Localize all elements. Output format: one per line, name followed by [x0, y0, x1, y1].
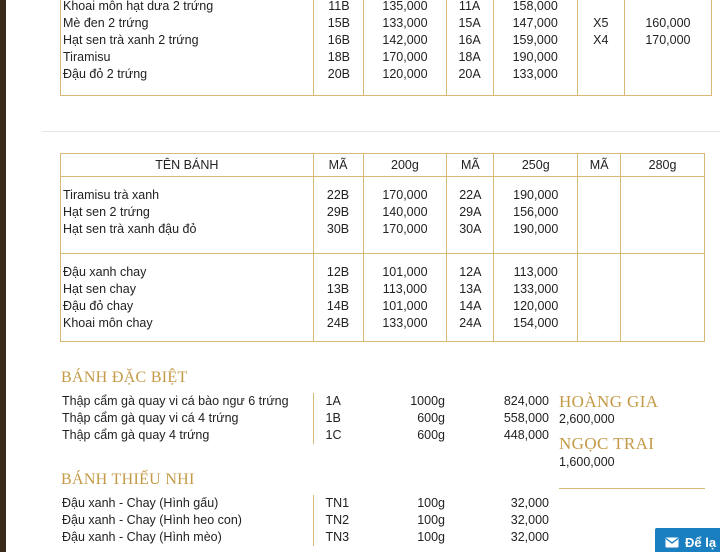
cake-code: TN2 — [313, 512, 367, 529]
special-section-title: BÁNH ĐẶC BIỆT — [61, 369, 188, 386]
code-b: 12B — [313, 264, 363, 281]
leave-message-label: Để lạ — [685, 534, 717, 550]
leave-message-button[interactable] — [655, 528, 720, 552]
cake-name: Thập cẩm gà quay vi cá bào ngư 6 trứng — [62, 394, 289, 408]
code-a: 22A — [447, 187, 494, 204]
cake-price: 824,000 — [503, 394, 549, 408]
cake-price: 32,000 — [510, 530, 549, 544]
price-table-main — [60, 153, 705, 342]
ngoc-trai-price: 1,600,000 — [559, 455, 615, 469]
side-divider — [559, 488, 705, 489]
cake-weight: 1000g — [410, 394, 445, 408]
code-280 — [578, 298, 621, 315]
price-250g: 156,000 — [494, 204, 578, 221]
cake-price: 448,000 — [503, 428, 549, 442]
table-row — [60, 529, 553, 546]
code-x — [577, 49, 624, 66]
price-200g: 113,000 — [363, 281, 447, 298]
price-x — [624, 0, 711, 15]
code-x — [577, 0, 624, 15]
section-divider — [42, 131, 720, 132]
code-a: 16A — [446, 32, 493, 49]
code-b: 24B — [313, 315, 363, 332]
table-row — [61, 315, 705, 332]
cake-name: Hạt sen trà xanh 2 trứng — [63, 33, 199, 47]
price-a: 147,000 — [493, 15, 577, 32]
table-row — [61, 264, 705, 281]
code-a: 24A — [447, 315, 494, 332]
code-a: 30A — [447, 221, 494, 238]
cake-name: Đậu xanh - Chay (Hình heo con) — [62, 513, 242, 527]
code-x: X5 — [577, 15, 624, 32]
spacer-cell — [621, 332, 705, 342]
table-row — [60, 512, 553, 529]
price-280g — [621, 315, 705, 332]
price-280g — [621, 187, 705, 204]
cake-code: 1B — [313, 410, 367, 427]
hoang-gia-title: HOÀNG GIA — [559, 392, 659, 411]
spacer-cell — [578, 177, 621, 187]
spacer-cell — [578, 254, 621, 264]
price-table-top — [60, 0, 712, 96]
price-250g: 154,000 — [494, 315, 578, 332]
price-250g: 113,000 — [494, 264, 578, 281]
spacer-cell — [578, 238, 621, 254]
code-280 — [578, 187, 621, 204]
cake-name: Khoai môn chay — [63, 315, 153, 330]
spacer-cell — [313, 238, 363, 254]
spacer-cell — [61, 254, 314, 264]
table-row — [60, 410, 553, 427]
price-table-main-body — [61, 177, 705, 342]
spacer-row — [61, 177, 705, 187]
spacer-cell — [494, 254, 578, 264]
cake-price: 32,000 — [510, 496, 549, 510]
table-row — [61, 66, 712, 96]
header-weight-250: 250g — [494, 154, 578, 177]
price-b: 133,000 — [364, 15, 446, 32]
spacer-cell — [61, 238, 314, 254]
header-weight-280: 280g — [621, 154, 705, 177]
cake-weight: 600g — [417, 428, 445, 442]
spacer-cell — [363, 177, 447, 187]
spacer-cell — [621, 238, 705, 254]
price-a: 159,000 — [493, 32, 577, 49]
cake-code: 1A — [313, 393, 367, 410]
price-a: 158,000 — [493, 0, 577, 15]
code-a: 20A — [446, 66, 493, 96]
code-a: 29A — [447, 204, 494, 221]
code-x — [577, 66, 624, 96]
table-row — [61, 298, 705, 315]
code-280 — [578, 221, 621, 238]
code-b: 16B — [314, 32, 364, 49]
cake-name: Thập cẩm gà quay 4 trứng — [62, 428, 210, 442]
price-x — [624, 49, 711, 66]
code-a: 14A — [447, 298, 494, 315]
code-b: 18B — [314, 49, 364, 66]
price-200g: 170,000 — [363, 221, 447, 238]
cake-name: Thập cẩm gà quay vi cá 4 trứng — [62, 411, 239, 425]
price-a: 133,000 — [493, 66, 577, 96]
spacer-cell — [363, 254, 447, 264]
spacer-row — [61, 332, 705, 342]
code-a: 11A — [446, 0, 493, 15]
spacer-cell — [313, 177, 363, 187]
left-edge-strip — [0, 0, 6, 552]
cake-code: TN1 — [313, 495, 367, 512]
price-250g: 120,000 — [494, 298, 578, 315]
code-b: 29B — [313, 204, 363, 221]
spacer-cell — [494, 238, 578, 254]
code-b: 11B — [314, 0, 364, 15]
header-code-200: MÃ — [313, 154, 363, 177]
cake-name: Mè đen 2 trứng — [63, 16, 149, 30]
spacer-cell — [313, 254, 363, 264]
spacer-cell — [494, 177, 578, 187]
price-x: 170,000 — [624, 32, 711, 49]
table-header-row — [61, 154, 705, 177]
code-b: 30B — [313, 221, 363, 238]
price-b: 120,000 — [364, 66, 446, 96]
cake-name: Đậu đỏ 2 trứng — [63, 67, 148, 81]
spacer-cell — [313, 332, 363, 342]
header-code-250: MÃ — [447, 154, 494, 177]
table-row — [61, 0, 712, 15]
ngoc-trai-title: NGỌC TRAI — [559, 434, 655, 453]
price-b: 170,000 — [364, 49, 446, 66]
cake-name: Đậu xanh chay — [63, 264, 147, 279]
cake-name: Đậu đỏ chay — [63, 298, 134, 313]
cake-weight: 100g — [417, 530, 445, 544]
table-row — [61, 281, 705, 298]
price-280g — [621, 221, 705, 238]
header-code-280: MÃ — [578, 154, 621, 177]
table-row — [60, 427, 553, 444]
table-row — [60, 495, 553, 512]
cake-price: 558,000 — [503, 411, 549, 425]
price-280g — [621, 204, 705, 221]
cake-weight: 600g — [417, 411, 445, 425]
code-x: X4 — [577, 32, 624, 49]
price-200g: 133,000 — [363, 315, 447, 332]
table-row — [61, 187, 705, 204]
price-x: 160,000 — [624, 15, 711, 32]
price-a: 190,000 — [493, 49, 577, 66]
table-row — [60, 393, 553, 410]
price-280g — [621, 264, 705, 281]
spacer-cell — [494, 332, 578, 342]
spacer-row — [61, 238, 705, 254]
kids-table — [60, 495, 554, 546]
cake-weight: 100g — [417, 513, 445, 527]
cake-name: Hạt sen chay — [63, 281, 136, 296]
header-weight-200: 200g — [363, 154, 447, 177]
hoang-gia-price: 2,600,000 — [559, 412, 615, 426]
cake-name: Đậu xanh - Chay (Hình gấu) — [62, 496, 219, 510]
spacer-cell — [447, 177, 494, 187]
table-row — [61, 49, 712, 66]
price-table-top-body — [61, 0, 712, 96]
cake-name: Khoai môn hạt dưa 2 trứng — [63, 0, 214, 13]
header-name: TÊN BÁNH — [61, 154, 314, 177]
price-200g: 101,000 — [363, 298, 447, 315]
special-table — [60, 393, 554, 444]
spacer-row — [61, 254, 705, 264]
envelope-icon — [665, 537, 679, 548]
cake-weight: 100g — [417, 496, 445, 510]
spacer-cell — [621, 254, 705, 264]
code-280 — [578, 315, 621, 332]
code-280 — [578, 204, 621, 221]
cake-code: 1C — [313, 427, 367, 444]
spacer-cell — [363, 332, 447, 342]
cake-code: TN3 — [313, 529, 367, 546]
spacer-cell — [447, 238, 494, 254]
code-b: 15B — [314, 15, 364, 32]
price-200g: 140,000 — [363, 204, 447, 221]
code-b: 20B — [314, 66, 364, 96]
spacer-cell — [447, 332, 494, 342]
code-a: 18A — [446, 49, 493, 66]
price-250g: 133,000 — [494, 281, 578, 298]
code-b: 13B — [313, 281, 363, 298]
cake-name: Tiramisu — [63, 50, 111, 64]
code-b: 14B — [313, 298, 363, 315]
code-280 — [578, 281, 621, 298]
spacer-cell — [61, 177, 314, 187]
price-x — [624, 66, 711, 96]
price-200g: 170,000 — [363, 187, 447, 204]
price-200g: 101,000 — [363, 264, 447, 281]
cake-name: Tiramisu trà xanh — [63, 187, 160, 202]
spacer-cell — [621, 177, 705, 187]
code-a: 12A — [447, 264, 494, 281]
price-250g: 190,000 — [494, 187, 578, 204]
kids-section-title: BÁNH THIẾU NHI — [61, 471, 195, 488]
code-a: 15A — [446, 15, 493, 32]
table-row — [61, 32, 712, 49]
price-b: 135,000 — [364, 0, 446, 15]
table-row — [61, 221, 705, 238]
price-b: 142,000 — [364, 32, 446, 49]
cake-name: Đậu xanh - Chay (Hình mèo) — [62, 530, 222, 544]
price-250g: 190,000 — [494, 221, 578, 238]
cake-price: 32,000 — [510, 513, 549, 527]
cake-name: Hạt sen 2 trứng — [63, 204, 150, 219]
code-b: 22B — [313, 187, 363, 204]
code-280 — [578, 264, 621, 281]
price-280g — [621, 281, 705, 298]
spacer-cell — [363, 238, 447, 254]
cake-name: Hạt sen trà xanh đậu đỏ — [63, 221, 197, 236]
price-280g — [621, 298, 705, 315]
spacer-cell — [447, 254, 494, 264]
table-row — [61, 15, 712, 32]
code-a: 13A — [447, 281, 494, 298]
spacer-cell — [578, 332, 621, 342]
spacer-cell — [61, 332, 314, 342]
table-row — [61, 204, 705, 221]
